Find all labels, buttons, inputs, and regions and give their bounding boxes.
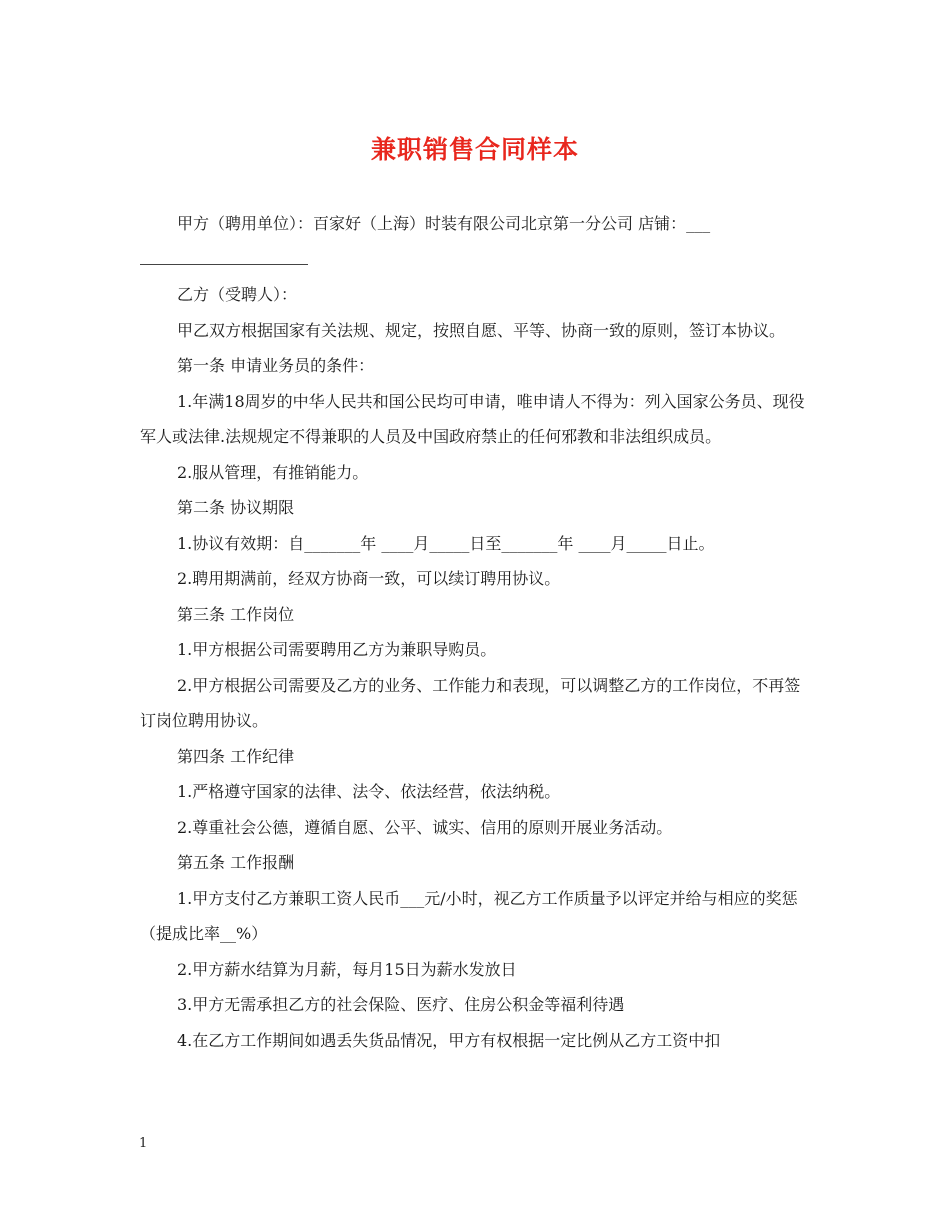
paragraph: 1.年满18周岁的中华人民共和国公民均可申请，唯申请人不得为：列入国家公务员、现役军人或法律.法规规定不得兼职的人员及中国政府禁止的任何邪教和非法组织成员。 xyxy=(140,391,805,446)
paragraph: 2.甲方根据公司需要及乙方的业务、工作能力和表现，可以调整乙方的工作岗位，不再签订岗位聘用协议。 xyxy=(140,675,801,730)
article-heading: 第二条 协议期限 xyxy=(177,498,295,517)
article-heading: 第五条 工作报酬 xyxy=(177,853,295,872)
paragraph: 2.聘用期满前，经双方协商一致，可以续订聘用协议。 xyxy=(177,569,561,588)
paragraph: 4.在乙方工作期间如遇丢失货品情况，甲方有权根据一定比例从乙方工资中扣 xyxy=(177,1030,721,1050)
party-a-line xyxy=(140,206,812,277)
party-a-text: 甲方（聘用单位）：百家好（上海）时装有限公司北京第一分公司 店铺：___ xyxy=(177,214,711,233)
paragraph: 1.严格遵守国家的法律、法令、依法经营，依法纳税。 xyxy=(177,782,561,801)
paragraph: 甲乙双方根据国家有关法规、规定，按照自愿、平等、协商一致的原则，签订本协议。 xyxy=(177,320,786,340)
party-b-line: 乙方（受聘人）： xyxy=(177,285,298,304)
article-heading: 第一条 申请业务员的条件： xyxy=(177,356,375,375)
paragraph: 2.甲方薪水结算为月薪，每月15日为薪水发放日 xyxy=(177,959,517,979)
page-number: 1 xyxy=(139,1136,148,1151)
article-heading: 第四条 工作纪律 xyxy=(177,746,295,766)
paragraph: 1.协议有效期：自_______年 ____月_____日至_______年 ____月_____日止。 xyxy=(177,533,715,553)
shop-fill-line xyxy=(140,246,308,265)
document-body xyxy=(140,206,812,1058)
paragraph: 1.甲方根据公司需要聘用乙方为兼职导购员。 xyxy=(177,640,497,659)
paragraph: 3.甲方无需承担乙方的社会保险、医疗、住房公积金等福利待遇 xyxy=(177,995,625,1014)
paragraph: 2.服从管理，有推销能力。 xyxy=(177,462,369,482)
document-title: 兼职销售合同样本 xyxy=(370,135,579,164)
article-heading: 第三条 工作岗位 xyxy=(177,604,295,624)
paragraph: 2.尊重社会公德，遵循自愿、公平、诚实、信用的原则开展业务活动。 xyxy=(177,817,673,837)
paragraph: 1.甲方支付乙方兼职工资人民币___元/小时，视乙方工作质量予以评定并给与相应的奖惩（提成比率__%） xyxy=(140,888,798,943)
